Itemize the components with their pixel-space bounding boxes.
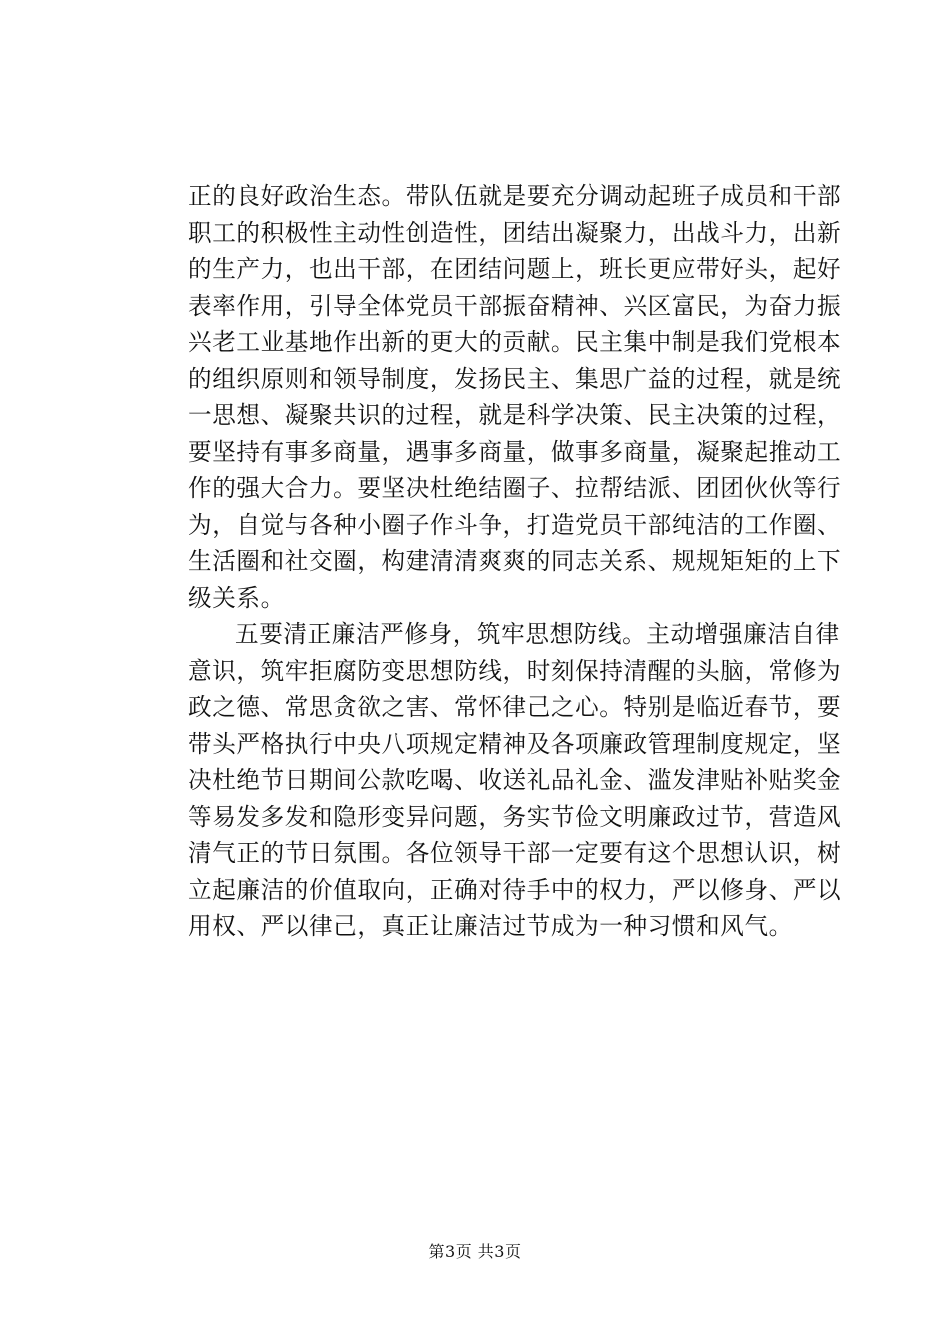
paragraph-end-line: 级关系。 bbox=[188, 583, 285, 612]
text-line: 职工的积极性主动性创造性，团结出凝聚力，出战斗力，出新 bbox=[188, 218, 842, 247]
text-line: 清气正的节日氛围。各位领导干部一定要有这个思想认识，树 bbox=[188, 839, 842, 867]
text-line: 的生产力，也出干部，在团结问题上，班长更应带好头，起好 bbox=[188, 255, 842, 283]
body-text bbox=[188, 178, 842, 945]
text-line: 带头严格执行中央八项规定精神及各项廉政管理制度规定，坚 bbox=[188, 729, 842, 758]
text-line: 立起廉洁的价值取向，正确对待手中的权力，严以修身、严以 bbox=[188, 875, 842, 904]
paragraph-end-line: 用权、严以律己，真正让廉洁过节成为一种习惯和风气。 bbox=[188, 912, 793, 940]
paragraph-first-line: 五要清正廉洁严修身，筑牢思想防线。主动增强廉洁自律 bbox=[235, 620, 840, 648]
text-line: 一思想、凝聚共识的过程，就是科学决策、民主决策的过程， bbox=[188, 401, 842, 429]
text-line: 决杜绝节日期间公款吃喝、收送礼品礼金、滥发津贴补贴奖金 bbox=[188, 766, 842, 794]
text-line: 作的强大合力。要坚决杜绝结圈子、拉帮结派、团团伙伙等行 bbox=[188, 474, 842, 502]
text-line: 等易发多发和隐形变异问题，务实节俭文明廉政过节，营造风 bbox=[188, 802, 842, 831]
text-line: 表率作用，引导全体党员干部振奋精神、兴区富民，为奋力振 bbox=[188, 291, 842, 320]
text-line: 兴老工业基地作出新的更大的贡献。民主集中制是我们党根本 bbox=[188, 328, 842, 356]
text-line: 正的良好政治生态。带队伍就是要充分调动起班子成员和干部 bbox=[188, 182, 842, 210]
text-line: 要坚持有事多商量，遇事多商量，做事多商量，凝聚起推动工 bbox=[188, 437, 842, 466]
text-line: 生活圈和社交圈，构建清清爽爽的同志关系、规规矩矩的上下 bbox=[188, 547, 842, 575]
text-line: 意识，筑牢拒腐防变思想防线，时刻保持清醒的头脑，常修为 bbox=[188, 656, 842, 685]
page-number-footer: 第3页 共3页 bbox=[428, 1242, 522, 1261]
text-line: 政之德、常思贪欲之害、常怀律己之心。特别是临近春节，要 bbox=[188, 693, 842, 721]
text-line: 为，自觉与各种小圈子作斗争，打造党员干部纯洁的工作圈、 bbox=[188, 510, 842, 539]
text-line: 的组织原则和领导制度，发扬民主、集思广益的过程，就是统 bbox=[188, 364, 842, 393]
